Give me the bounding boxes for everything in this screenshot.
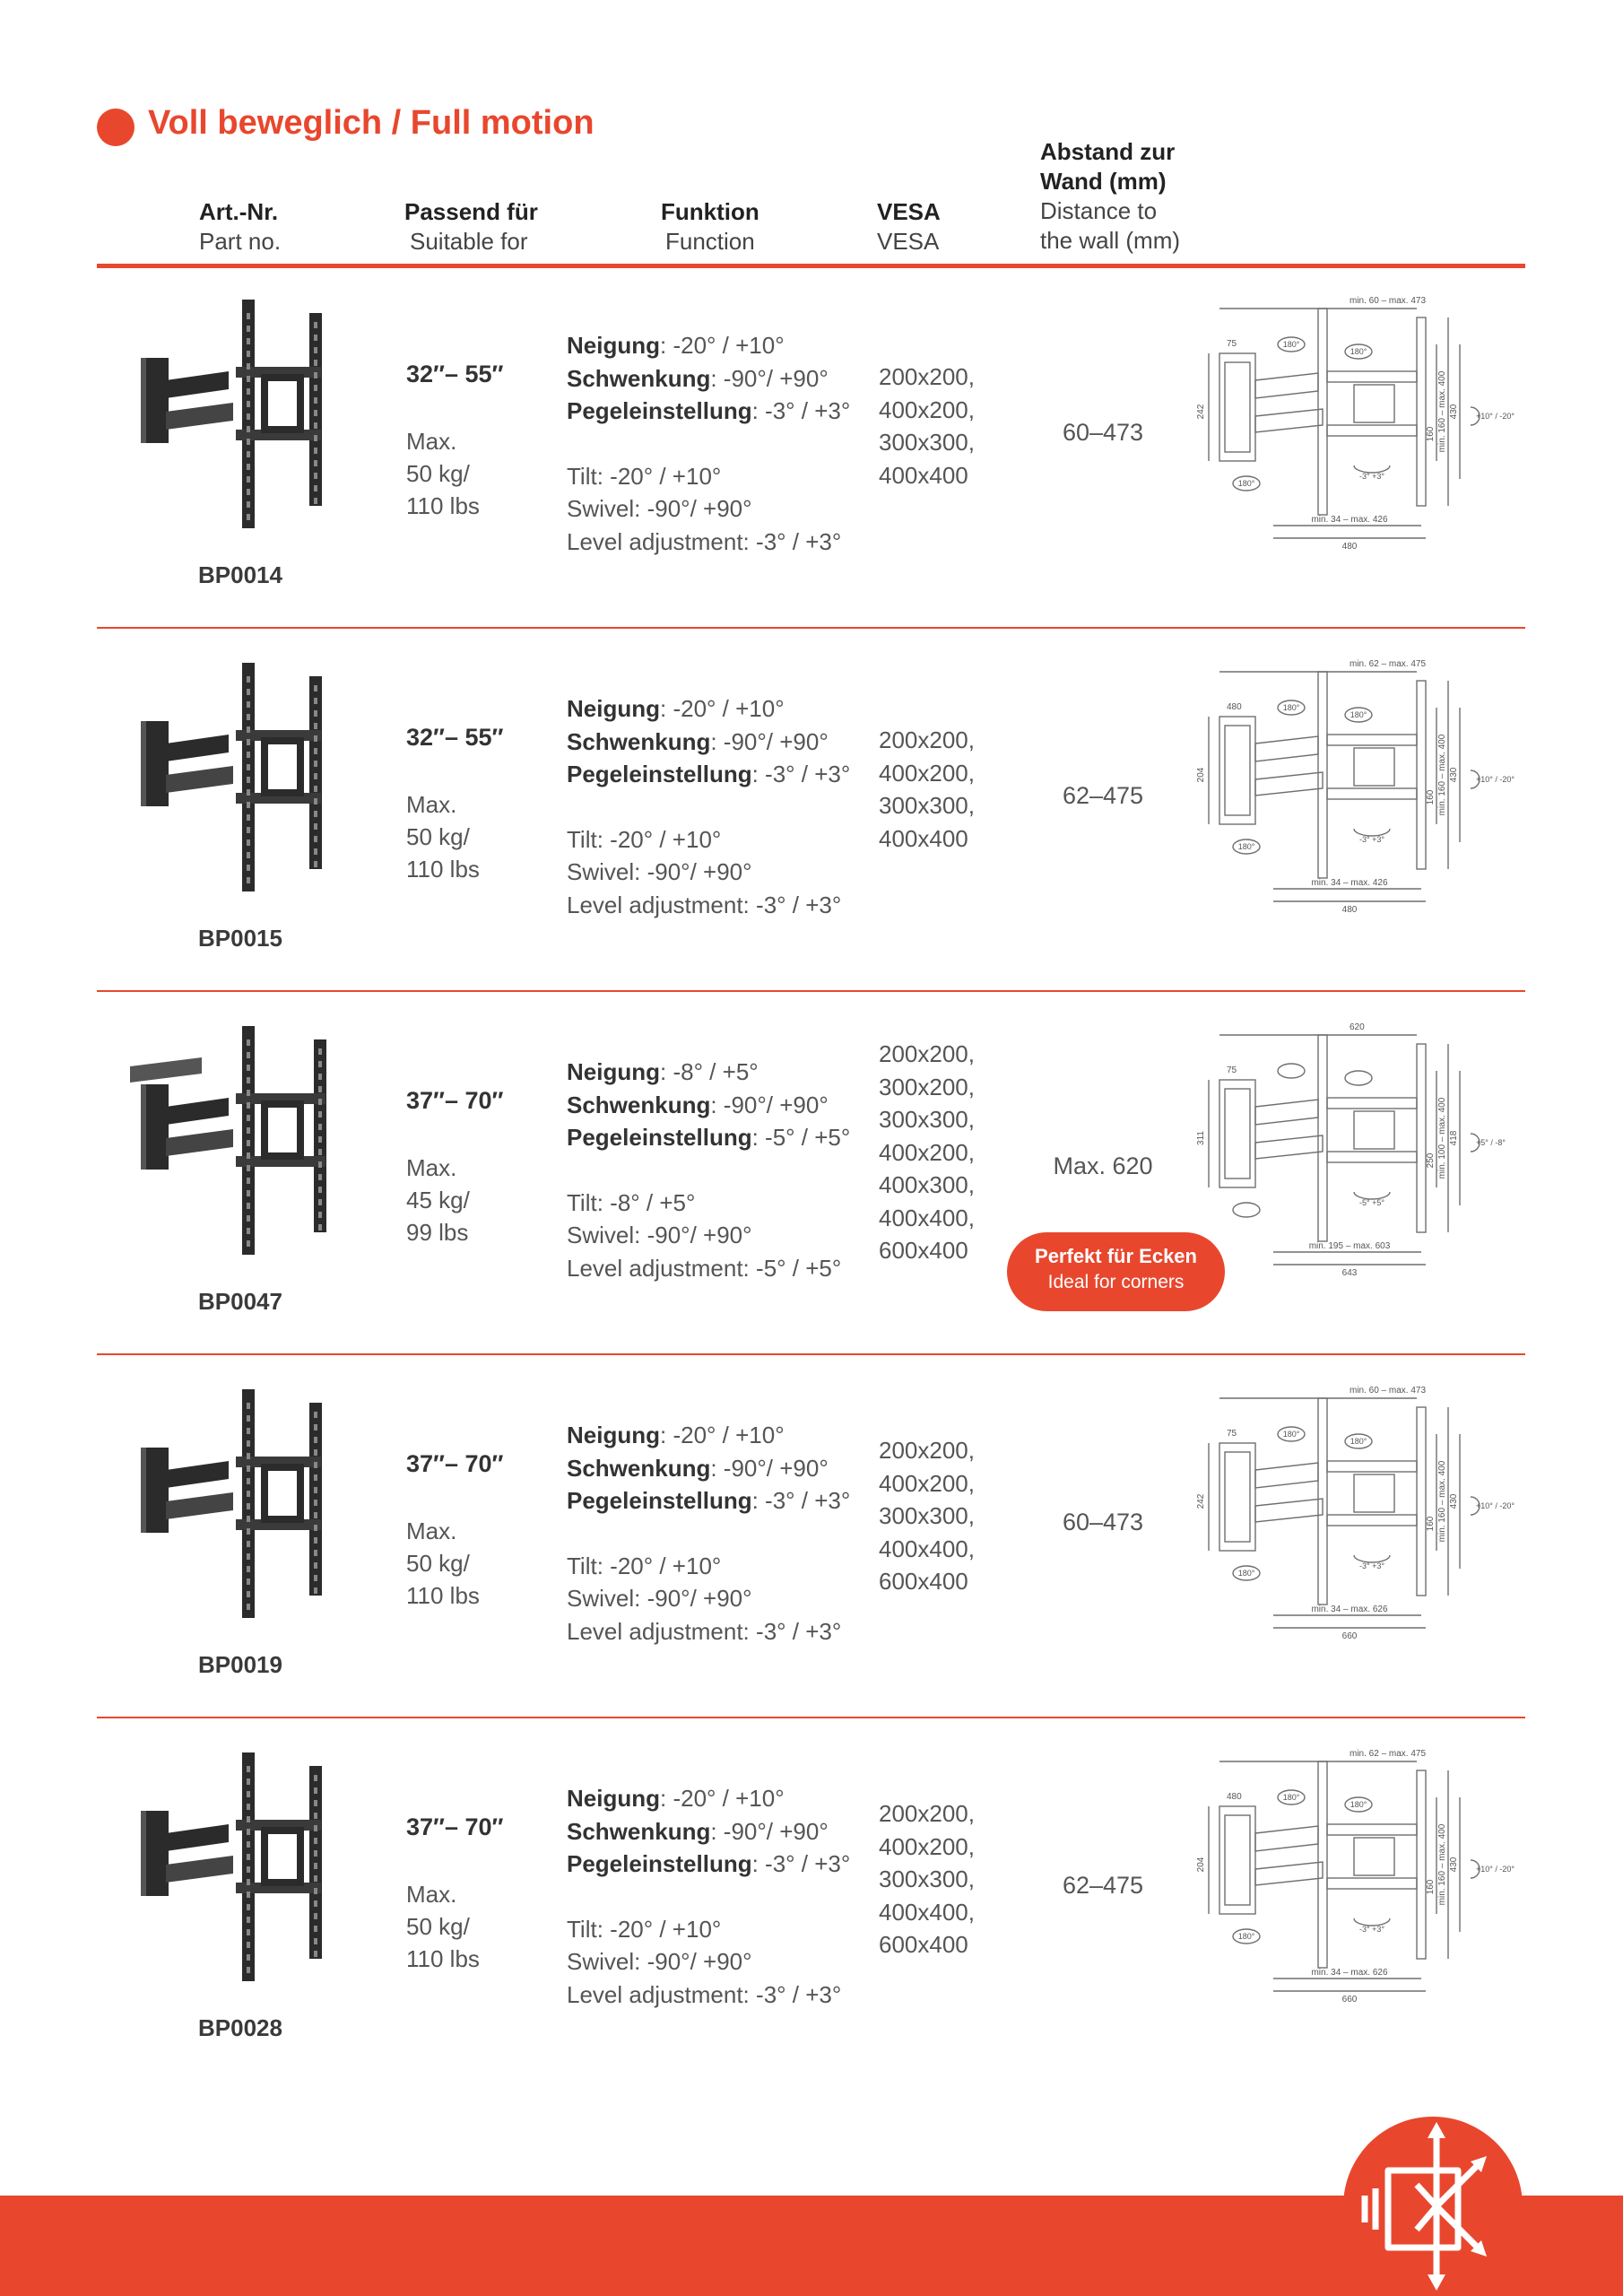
screen-size: 37″– 70″	[406, 1450, 504, 1477]
function-specs	[567, 1419, 850, 1648]
tilt-label: Tilt:	[567, 825, 603, 853]
tilt-line	[567, 1187, 850, 1220]
dimension-left-top-label: 480	[1227, 1792, 1242, 1802]
dimension-bottom-total-label: 480	[1341, 542, 1358, 552]
pegel-label: Pegeleinstellung	[567, 1487, 752, 1514]
rotation-label: 180°	[1350, 1437, 1367, 1446]
neigung-line	[567, 1419, 850, 1452]
dimension-right-total-label: 430	[1449, 404, 1459, 420]
level-line	[567, 1979, 850, 2012]
product-row	[0, 1721, 1623, 2084]
part-number: BP0014	[198, 561, 282, 588]
neigung-label: Neigung	[567, 695, 660, 722]
product-image	[94, 658, 354, 900]
neigung-line	[567, 1056, 850, 1089]
page-title: Voll beweglich / Full motion	[148, 104, 595, 142]
swivel-label: Swivel:	[567, 1948, 641, 1975]
swivel-line	[567, 1582, 850, 1615]
pegel-label: Pegeleinstellung	[567, 397, 752, 424]
tilt-line	[567, 1550, 850, 1583]
technical-drawing	[1193, 1017, 1506, 1278]
rotation-label: 180°	[1237, 479, 1255, 488]
header-suitable-for-de: Passend für	[404, 198, 538, 225]
level-label: Level adjustment:	[567, 527, 750, 555]
vesa-list	[879, 1797, 975, 1961]
dimension-right-label: 250	[1426, 1152, 1436, 1169]
dimension-top-label: min. 60 – max. 473	[1350, 1386, 1427, 1396]
technical-drawing	[1193, 291, 1515, 552]
neigung-value: : -20° / +10°	[660, 695, 785, 722]
dimension-left-label: 311	[1196, 1131, 1206, 1145]
rotation-label: 180°	[1237, 1932, 1255, 1941]
tilt-label: Tilt:	[567, 1188, 603, 1216]
dimension-right-total-label: 430	[1449, 1857, 1459, 1873]
rotation-label: 180°	[1350, 347, 1367, 356]
swivel-label: Swivel:	[567, 1222, 641, 1248]
vesa-item: 400x400	[879, 461, 968, 489]
schwenkung-label: Schwenkung	[567, 727, 711, 755]
level-range-label: -3° +3°	[1359, 472, 1384, 481]
level-value: -3° / +3°	[756, 1980, 842, 2008]
dimension-right-range-label: min. 100 – max. 400	[1437, 1097, 1447, 1179]
vesa-item: 400x400,	[879, 1898, 975, 1926]
swivel-label: Swivel:	[567, 1585, 641, 1612]
level-line	[567, 526, 850, 559]
vesa-item: 400x200,	[879, 396, 975, 423]
pegel-line	[567, 395, 850, 428]
level-range-label: -3° +3°	[1359, 835, 1384, 844]
dimension-bottom-label: min. 34 – max. 626	[1311, 1968, 1388, 1978]
dimension-bottom-label: min. 34 – max. 626	[1311, 1605, 1388, 1614]
header-vesa-de: VESA	[877, 198, 941, 225]
vesa-item: 400x400	[879, 824, 968, 852]
screen-size: 37″– 70″	[406, 1813, 504, 1840]
pegel-label: Pegeleinstellung	[567, 1850, 752, 1877]
swivel-label: Swivel:	[567, 495, 641, 522]
level-label: Level adjustment:	[567, 1254, 750, 1282]
level-range-label: -3° +3°	[1359, 1925, 1384, 1934]
pegel-line	[567, 1484, 850, 1518]
tilt-label: Tilt:	[567, 462, 603, 490]
schwenkung-line	[567, 362, 850, 396]
pegel-value: : -3° / +3°	[751, 397, 851, 424]
corner-badge-de: Perfekt für Ecken	[1035, 1245, 1197, 1267]
header-part-no-de: Art.-Nr.	[199, 198, 279, 225]
header-suitable-for	[404, 197, 538, 257]
swivel-value: -90°/ +90°	[647, 1222, 752, 1248]
tilt-range-label: +10° / -20°	[1476, 412, 1515, 421]
dimension-right-total-label: 430	[1449, 767, 1459, 783]
swivel-value: -90°/ +90°	[647, 858, 752, 885]
max-load: Max. 50 kg/ 110 lbs	[406, 428, 480, 519]
motion-mount-logo-icon	[1343, 2106, 1523, 2296]
vesa-item: 400x200,	[879, 1832, 975, 1860]
wall-distance: 62–475	[1062, 782, 1144, 809]
dimension-left-label: 204	[1196, 767, 1206, 783]
pegel-label: Pegeleinstellung	[567, 1124, 752, 1151]
corner-badge-en: Ideal for corners	[1047, 1272, 1185, 1292]
level-label: Level adjustment:	[567, 891, 750, 918]
swivel-label: Swivel:	[567, 858, 641, 885]
dimension-bottom-label: min. 34 – max. 426	[1311, 515, 1388, 525]
tilt-range-label: +10° / -20°	[1476, 775, 1515, 784]
level-value: -3° / +3°	[756, 891, 842, 918]
dimension-right-total-label: 430	[1449, 1493, 1459, 1509]
neigung-value: : -20° / +10°	[660, 332, 785, 359]
dimension-left-top-label: 75	[1227, 1065, 1237, 1075]
screen-size: 37″– 70″	[406, 1087, 504, 1114]
vesa-list	[879, 724, 975, 855]
dimension-bottom-label: min. 195 – max. 603	[1308, 1241, 1391, 1251]
vesa-item: 300x200,	[879, 1073, 975, 1100]
wall-distance: 62–475	[1062, 1872, 1144, 1899]
rotation-label: 180°	[1237, 842, 1255, 851]
vesa-item: 200x200,	[879, 1800, 975, 1827]
dimension-right-label: 160	[1426, 426, 1436, 442]
header-part-no-en: Part no.	[199, 228, 282, 255]
pegel-line	[567, 1121, 850, 1154]
dimension-top-label: min. 62 – max. 475	[1350, 1749, 1427, 1759]
schwenkung-label: Schwenkung	[567, 364, 711, 392]
neigung-label: Neigung	[567, 1058, 660, 1085]
dimension-bottom-total-label: 660	[1341, 1995, 1358, 2005]
neigung-line	[567, 1782, 850, 1815]
pegel-line	[567, 758, 850, 791]
part-number: BP0028	[198, 2014, 282, 2041]
dimension-left-top-label: 75	[1227, 1429, 1237, 1439]
swivel-line	[567, 856, 850, 889]
swivel-value: -90°/ +90°	[647, 1585, 752, 1612]
vesa-item: 300x300,	[879, 1866, 975, 1892]
vesa-item: 400x200,	[879, 1469, 975, 1497]
swivel-value: -90°/ +90°	[647, 495, 752, 522]
level-value: -5° / +5°	[756, 1254, 842, 1282]
pegel-value: : -3° / +3°	[751, 761, 851, 787]
tilt-line	[567, 823, 850, 857]
vesa-item: 300x300,	[879, 429, 975, 456]
product-row	[0, 268, 1623, 631]
dimension-right-range-label: min. 160 – max. 400	[1437, 370, 1447, 453]
level-range-label: -5° +5°	[1359, 1198, 1384, 1207]
wall-distance: Max. 620	[1053, 1152, 1153, 1179]
level-label: Level adjustment:	[567, 1617, 750, 1645]
rotation-label: 180°	[1237, 1569, 1255, 1578]
rotation-label: 180°	[1282, 340, 1300, 349]
schwenkung-line	[567, 1815, 850, 1848]
max-load: Max. 50 kg/ 110 lbs	[406, 791, 480, 883]
dimension-left-label: 242	[1196, 404, 1206, 420]
tilt-line	[567, 1913, 850, 1946]
vesa-item: 600x400	[879, 1568, 968, 1595]
max-load: Max. 50 kg/ 110 lbs	[406, 1518, 480, 1609]
vesa-item: 300x300,	[879, 1106, 975, 1133]
swivel-value: -90°/ +90°	[647, 1948, 752, 1975]
dimension-bottom-total-label: 643	[1341, 1268, 1358, 1278]
dimension-right-label: 160	[1426, 789, 1436, 805]
neigung-value: : -8° / +5°	[660, 1058, 759, 1085]
part-number: BP0047	[198, 1288, 282, 1315]
function-specs	[567, 1056, 850, 1284]
header-suitable-for-en: Suitable for	[410, 228, 528, 255]
product-row	[0, 1358, 1623, 1721]
vesa-item: 200x200,	[879, 1040, 975, 1067]
level-range-label: -3° +3°	[1359, 1561, 1384, 1570]
neigung-value: : -20° / +10°	[660, 1422, 785, 1448]
dimension-top-label: min. 62 – max. 475	[1350, 659, 1427, 669]
tilt-line	[567, 460, 850, 493]
dimension-left-label: 204	[1196, 1857, 1206, 1873]
vesa-list	[879, 1038, 975, 1267]
tilt-label: Tilt:	[567, 1915, 603, 1943]
tilt-value: -20° / +10°	[610, 462, 722, 490]
schwenkung-value: : -90°/ +90°	[710, 364, 829, 392]
dimension-right-range-label: min. 160 – max. 400	[1437, 1823, 1447, 1906]
technical-drawing	[1193, 1380, 1515, 1641]
red-circle-icon	[97, 109, 135, 146]
rotation-label: 180°	[1350, 1800, 1367, 1809]
level-line	[567, 1615, 850, 1648]
product-image	[94, 295, 354, 537]
header-distance-de2: Wand (mm)	[1040, 168, 1167, 195]
vesa-list	[879, 361, 975, 491]
function-specs	[567, 692, 850, 921]
dimension-bottom-total-label: 480	[1341, 905, 1358, 915]
tilt-value: -20° / +10°	[610, 1915, 722, 1943]
vesa-item: 200x200,	[879, 1437, 975, 1464]
wall-distance: 60–473	[1062, 1509, 1144, 1535]
technical-drawing	[1193, 654, 1515, 915]
vesa-item: 400x400,	[879, 1204, 975, 1231]
vesa-item: 400x200,	[879, 1138, 975, 1166]
schwenkung-value: : -90°/ +90°	[710, 1817, 829, 1845]
vesa-item: 600x400	[879, 1931, 968, 1958]
swivel-line	[567, 1945, 850, 1979]
neigung-value: : -20° / +10°	[660, 1785, 785, 1812]
header-vesa	[877, 197, 941, 257]
header-function-en: Function	[665, 228, 755, 255]
vesa-item: 200x200,	[879, 363, 975, 390]
rotation-label: 180°	[1282, 1793, 1300, 1802]
vesa-item: 400x300,	[879, 1171, 975, 1198]
tilt-label: Tilt:	[567, 1552, 603, 1579]
vesa-list	[879, 1434, 975, 1598]
tilt-range-label: +10° / -20°	[1476, 1865, 1515, 1874]
schwenkung-label: Schwenkung	[567, 1091, 711, 1118]
vesa-item: 300x300,	[879, 792, 975, 819]
header-function	[661, 197, 759, 257]
header-distance-en1: Distance to	[1040, 197, 1158, 224]
product-row	[0, 995, 1623, 1358]
max-load: Max. 50 kg/ 110 lbs	[406, 1881, 480, 1972]
dimension-left-top-label: 480	[1227, 702, 1242, 712]
neigung-label: Neigung	[567, 1422, 660, 1448]
product-image	[94, 1022, 354, 1264]
rotation-label: 180°	[1282, 703, 1300, 712]
tilt-range-label: +10° / -20°	[1476, 1501, 1515, 1510]
schwenkung-value: : -90°/ +90°	[710, 1454, 829, 1482]
wall-distance: 60–473	[1062, 419, 1144, 446]
dimension-right-range-label: min. 160 – max. 400	[1437, 734, 1447, 816]
tilt-range-label: +5° / -8°	[1476, 1138, 1506, 1147]
dimension-right-label: 160	[1426, 1879, 1436, 1895]
header-vesa-en: VESA	[877, 228, 940, 255]
level-line	[567, 1252, 850, 1285]
dimension-top-label: 620	[1350, 1022, 1365, 1032]
rotation-label: 180°	[1282, 1430, 1300, 1439]
pegel-line	[567, 1848, 850, 1881]
pegel-label: Pegeleinstellung	[567, 761, 752, 787]
pegel-value: : -3° / +3°	[751, 1487, 851, 1514]
schwenkung-line	[567, 1089, 850, 1122]
function-specs	[567, 1782, 850, 2011]
pegel-value: : -3° / +3°	[751, 1850, 851, 1877]
product-image	[94, 1385, 354, 1627]
dimension-left-top-label: 75	[1227, 339, 1237, 349]
header-distance	[1040, 137, 1180, 256]
screen-size: 32″– 55″	[406, 724, 504, 751]
part-number: BP0019	[198, 1651, 282, 1678]
level-value: -3° / +3°	[756, 527, 842, 555]
product-row	[0, 631, 1623, 995]
neigung-line	[567, 692, 850, 726]
header-part-no	[199, 197, 281, 257]
schwenkung-value: : -90°/ +90°	[710, 1091, 829, 1118]
technical-drawing	[1193, 1744, 1515, 2005]
level-line	[567, 889, 850, 922]
dimension-left-label: 242	[1196, 1493, 1206, 1509]
tilt-value: -20° / +10°	[610, 1552, 722, 1579]
function-specs	[567, 329, 850, 558]
neigung-line	[567, 329, 850, 362]
dimension-bottom-total-label: 660	[1341, 1631, 1358, 1641]
level-value: -3° / +3°	[756, 1617, 842, 1645]
vesa-item: 300x300,	[879, 1502, 975, 1529]
schwenkung-label: Schwenkung	[567, 1454, 711, 1482]
tilt-value: -8° / +5°	[610, 1188, 696, 1216]
dimension-top-label: min. 60 – max. 473	[1350, 296, 1427, 306]
tilt-value: -20° / +10°	[610, 825, 722, 853]
part-number: BP0015	[198, 925, 282, 952]
vesa-item: 400x400,	[879, 1535, 975, 1562]
vesa-item: 200x200,	[879, 726, 975, 753]
dimension-right-total-label: 418	[1449, 1130, 1459, 1146]
neigung-label: Neigung	[567, 1785, 660, 1812]
schwenkung-value: : -90°/ +90°	[710, 727, 829, 755]
schwenkung-line	[567, 1452, 850, 1485]
level-label: Level adjustment:	[567, 1980, 750, 2008]
schwenkung-label: Schwenkung	[567, 1817, 711, 1845]
swivel-line	[567, 492, 850, 526]
screen-size: 32″– 55″	[406, 361, 504, 387]
swivel-line	[567, 1219, 850, 1252]
vesa-item: 400x200,	[879, 759, 975, 787]
max-load: Max. 45 kg/ 99 lbs	[406, 1154, 470, 1246]
vesa-item: 600x400	[879, 1237, 968, 1264]
rotation-label: 180°	[1350, 710, 1367, 719]
pegel-value: : -5° / +5°	[751, 1124, 851, 1151]
schwenkung-line	[567, 726, 850, 759]
header-distance-en2: the wall (mm)	[1040, 227, 1181, 254]
dimension-right-range-label: min. 160 – max. 400	[1437, 1460, 1447, 1543]
header-function-de: Funktion	[661, 198, 759, 225]
neigung-label: Neigung	[567, 332, 660, 359]
dimension-right-label: 160	[1426, 1516, 1436, 1532]
header-distance-de1: Abstand zur	[1040, 138, 1176, 165]
product-image	[94, 1748, 354, 1990]
dimension-bottom-label: min. 34 – max. 426	[1311, 878, 1388, 888]
